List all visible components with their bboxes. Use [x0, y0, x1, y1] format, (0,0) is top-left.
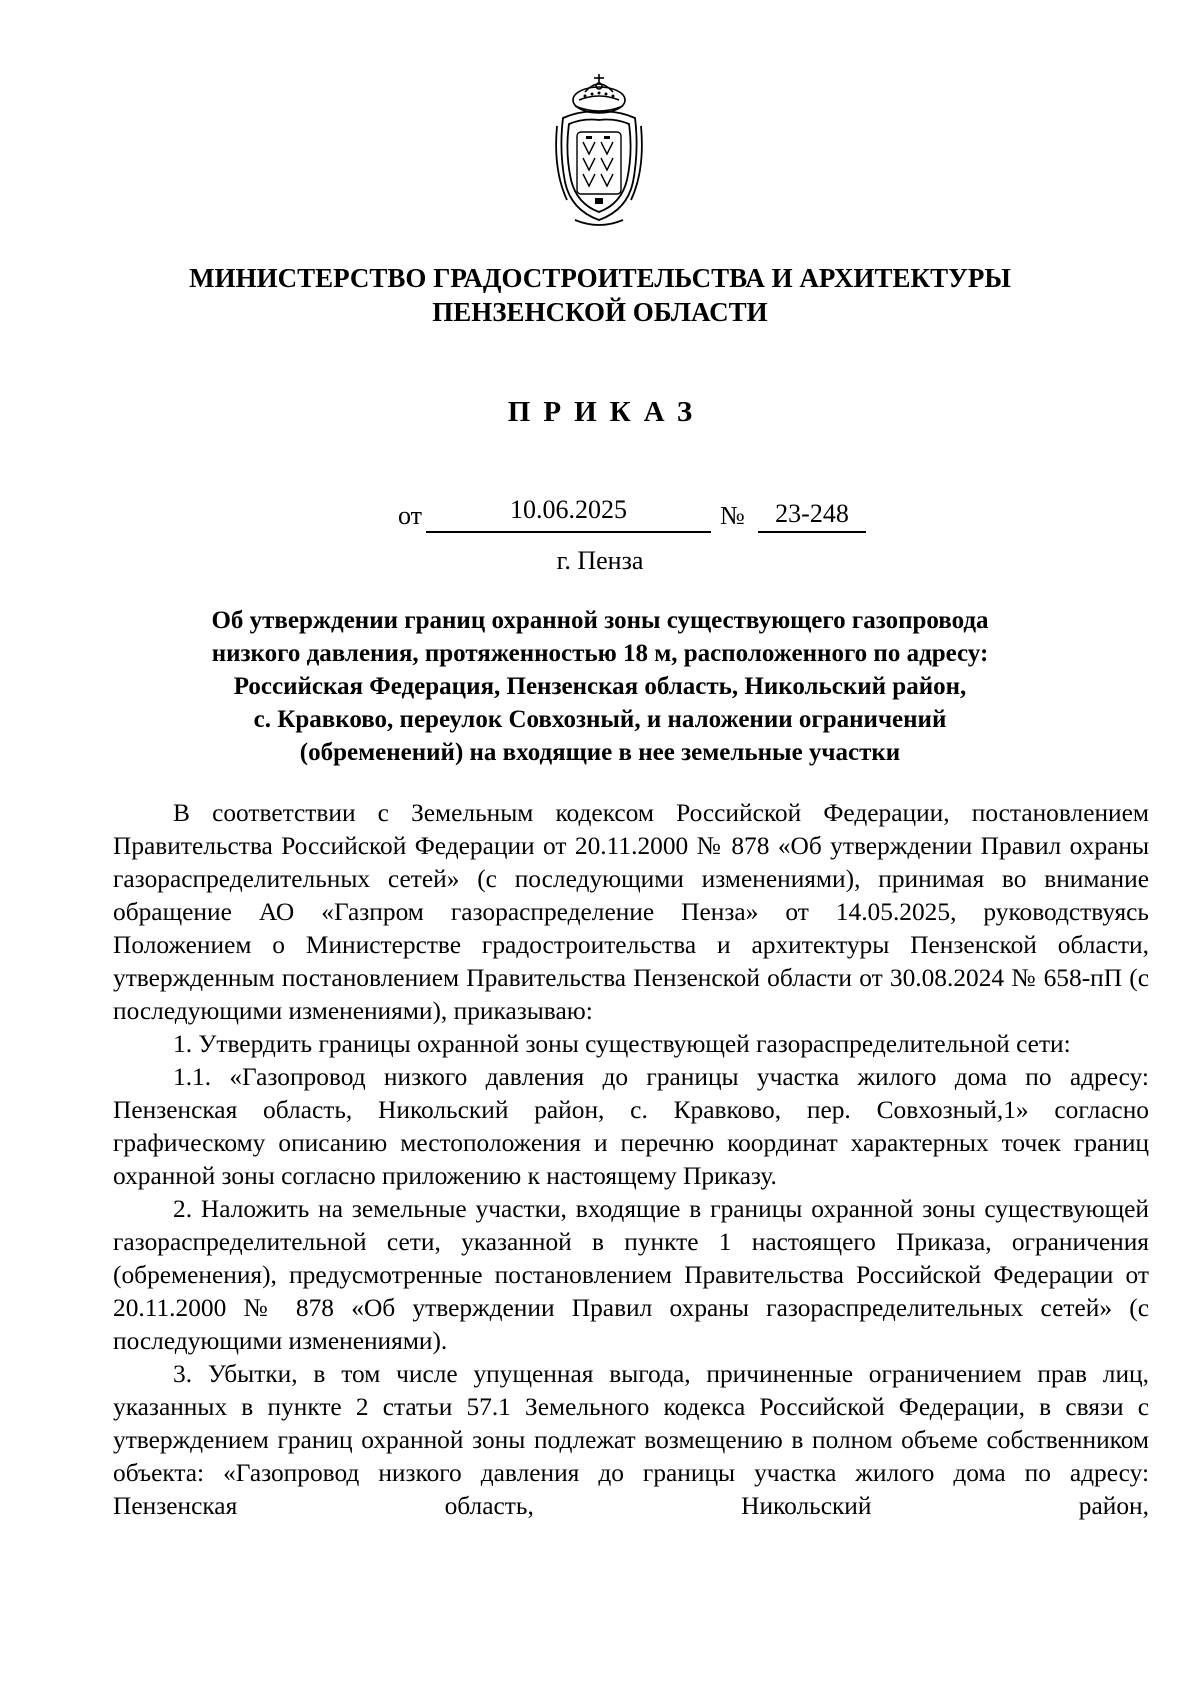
from-label: от [398, 501, 423, 530]
document-type-title: ПРИКАЗ [507, 396, 706, 428]
ministry-name-line2: ПЕНЗЕНСКОЙ ОБЛАСТИ [432, 297, 768, 327]
document-body [113, 797, 1149, 1523]
date-underline [426, 531, 711, 533]
city: г. Пенза [556, 546, 644, 575]
document-subject [0, 604, 1200, 769]
body-paragraph: 1.1. «Газопровод низкого давления до границы участка жилого дома по адресу: Пензенская область, Никольский район, с. Кравково, пер. Совхозный,1» согласно графическому описанию местоположения и перечню координат характерных точек границ охранной зоны согласно приложению к настоящему Приказу. [113, 1063, 1149, 1190]
date-number-row [0, 497, 1200, 537]
ministry-name-line1: МИНИСТЕРСТВО ГРАДОСТРОИТЕЛЬСТВА И АРХИТЕКТУРЫ [189, 263, 1011, 293]
document-number: 23-248 [775, 499, 849, 528]
subject-line: низкого давления, протяженностью 18 м, расположенного по адресу: [211, 640, 989, 667]
subject-line: с. Кравково, переулок Совхозный, и наложении ограничений [253, 706, 947, 733]
subject-line: Российская Федерация, Пензенская область, Никольский район, [233, 673, 967, 700]
number-underline [758, 531, 866, 533]
body-paragraph: 3. Убытки, в том числе упущенная выгода, причиненные ограничением прав лиц, указанных в пункте 2 статьи 57.1 Земельного кодекса Российской Федерации, в связи с утверждением границ охранной зоны подлежат возмещению в полном объеме собственником объекта: «Газопровод низкого давления до границы участка жилого дома по адресу: Пензенская область, Никольский район, [113, 1360, 1149, 1520]
number-label: № [720, 501, 745, 530]
body-paragraph: 2. Наложить на земельные участки, входящие в границы охранной зоны существующей газораспределительной сети, указанной в пункте 1 настоящего Приказа, ограничения (обременения), предусмотренные постановлением Правительства Российской Федерации от 20.11.2000 № 878 «Об утверждении Правил охраны газораспределительных сетей» (с последующими изменениями). [113, 1195, 1149, 1355]
subject-line: Об утверждении границ охранной зоны существующего газопровода [211, 607, 989, 634]
subject-line: (обременений) на входящие в нее земельные участки [299, 739, 901, 766]
body-paragraph: В соответствии с Земельным кодексом Российской Федерации, постановлением Правительства Российской Федерации от 20.11.2000 № 878 «Об утверждении Правил охраны газораспределительных сетей» (с последующими изменениями), принимая во внимание обращение АО «Газпром газораспределение Пенза» от 14.05.2025, руководствуясь Положением о Министерстве градостроительства и архитектуры Пензенской области, утвержденным постановлением Правительства Пензенской области от 30.08.2024 № 658-пП (с последующими изменениями), приказываю: [113, 799, 1149, 1025]
coat-of-arms-icon [555, 70, 643, 230]
document-date: 10.06.2025 [510, 495, 627, 524]
body-paragraph: 1. Утвердить границы охранной зоны существующей газораспределительной сети: [173, 1030, 1071, 1058]
